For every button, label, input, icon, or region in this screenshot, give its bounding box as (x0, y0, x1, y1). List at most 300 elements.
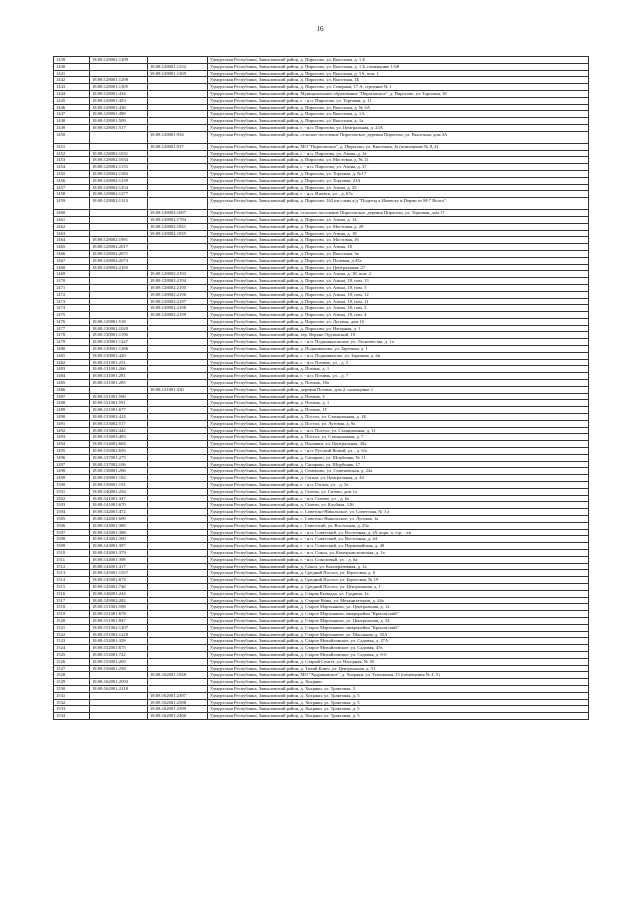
row-number-cell: 1531 (54, 692, 90, 699)
row-number-cell: 1518 (54, 604, 90, 611)
premises-cadastral-number-cell: 18:08:128002:2197 (148, 298, 208, 305)
table-row (54, 380, 589, 387)
address-cell: Удмуртская Республика, Завьяловский район, д. Пирогово, ул. Азина, д. 35 (208, 184, 589, 191)
address-cell: Удмуртская Республика, Завьяловский район, д. Пирогово, ул. Мостовая, д. № 21 (208, 157, 589, 164)
table-row (54, 590, 589, 597)
table-row (54, 638, 589, 645)
address-cell: Удмуртская Республика, Завьяловский район, д. Средний Постол, ул. Береговая, д. 8 (208, 570, 589, 577)
address-cell: Удмуртская Республика, Завьяловский район, д. Хохряки, ул. Трактовая, 5 (208, 685, 589, 692)
premises-cadastral-number-cell: 18:08:162001:2400 (148, 713, 208, 720)
address-cell: Удмуртская Республика, Завьяловский район, г. - н.п. Постол, ул. Станционная, д. 11 (208, 427, 589, 434)
row-number-cell: 1470 (54, 278, 90, 285)
row-number-cell: 1449 (54, 124, 90, 131)
premises-cadastral-number-cell (148, 556, 208, 563)
row-number-cell: 1505 (54, 516, 90, 523)
premises-cadastral-number-cell (148, 665, 208, 672)
row-number-cell: 1501 (54, 488, 90, 495)
land-cadastral-number-cell: 18:08:143001:388 (90, 529, 148, 536)
premises-cadastral-number-cell (148, 393, 208, 400)
premises-cadastral-number-cell (148, 441, 208, 448)
premises-cadastral-number-cell (148, 84, 208, 91)
premises-cadastral-number-cell (148, 631, 208, 638)
premises-cadastral-number-cell (148, 104, 208, 111)
address-cell: Удмуртская Республика, Завьяловский район, г. - н.п. Подшиваловские, ул. Лесничества, д. 1а (208, 339, 589, 346)
row-number-cell: 1453 (54, 157, 90, 164)
row-number-cell: 1441 (54, 70, 90, 77)
land-cadastral-number-cell (90, 298, 148, 305)
premises-cadastral-number-cell (148, 454, 208, 461)
table-row (54, 658, 589, 665)
table-row (54, 264, 589, 271)
premises-cadastral-number-cell (148, 250, 208, 257)
table-row (54, 611, 589, 618)
address-cell: Удмуртская Республика, Завьяловский район, г. - н.п. Соколовый, ул. , д. 6а (208, 556, 589, 563)
premises-cadastral-number-cell (148, 522, 208, 529)
table-row (54, 157, 589, 164)
address-cell: Удмуртская Республика, Завьяловский район, д. Пирогово, ул. Высотная, д. № 4А (208, 104, 589, 111)
premises-cadastral-number-cell (148, 482, 208, 489)
address-cell: Удмуртская Республика, Завьяловский район, МО "Хохряковское", д. Хохряки, ул. Тепличная, 13 (помещения № 4, 5) (208, 672, 589, 679)
address-cell: Удмуртская Республика, Завьяловский район, д. Позимь, 3 (208, 393, 589, 400)
address-cell: Удмуртская Республика, Завьяловский район, г. - н.п. Русский Вожой, ул. , д. 6/а (208, 448, 589, 455)
row-number-cell: 1480 (54, 346, 90, 353)
land-cadastral-number-cell (90, 223, 148, 230)
land-cadastral-number-cell (90, 713, 148, 720)
land-cadastral-number-cell: 18:08:151002:1207 (90, 624, 148, 631)
land-cadastral-number-cell: 18:08:144001:417 (90, 563, 148, 570)
land-cadastral-number-cell: 18:08:131001:677 (90, 407, 148, 414)
row-number-cell: 1534 (54, 713, 90, 720)
premises-cadastral-number-cell (148, 318, 208, 325)
table-row (54, 624, 589, 631)
premises-cadastral-number-cell (148, 407, 208, 414)
row-number-cell: 1474 (54, 305, 90, 312)
premises-cadastral-number-cell (148, 597, 208, 604)
premises-cadastral-number-cell (148, 617, 208, 624)
row-number-cell: 1465 (54, 244, 90, 251)
row-number-cell: 1509 (54, 543, 90, 550)
land-cadastral-number-cell (90, 692, 148, 699)
address-cell: Удмуртская Республика, Завьяловский район, д. Пирогово, ул. Азина, 18, пом. 11 (208, 298, 589, 305)
row-number-cell: 1527 (54, 665, 90, 672)
address-cell: Удмуртская Республика, Завьяловский район, д. Пирогово, ул. Северная, 17 А, строение № 1 (208, 84, 589, 91)
row-number-cell: 1490 (54, 414, 90, 421)
premises-cadastral-number-cell (148, 164, 208, 171)
land-cadastral-number-cell: 18:08:152001:722 (90, 651, 148, 658)
land-cadastral-number-cell (90, 131, 148, 143)
address-cell: Удмуртская Республика, Завьяловский район, д. Пирогово, ул. Высотная, 3в (208, 250, 589, 257)
row-number-cell: 1508 (54, 536, 90, 543)
table-row (54, 97, 589, 104)
premises-cadastral-number-cell (148, 177, 208, 184)
row-number-cell: 1514 (54, 577, 90, 584)
address-cell: Удмуртская Республика, Завьяловский район, г. - н.п. Сизево, ул. , д. 6а (208, 495, 589, 502)
table-row (54, 131, 589, 143)
land-cadastral-number-cell: 18:08:128001:517 (90, 124, 148, 131)
row-number-cell: 1496 (54, 454, 90, 461)
land-cadastral-number-cell: 18:08:128002:2165 (90, 264, 148, 271)
row-number-cell: 1498 (54, 468, 90, 475)
premises-cadastral-number-cell (148, 57, 208, 64)
premises-cadastral-number-cell (148, 346, 208, 353)
row-number-cell: 1475 (54, 312, 90, 319)
land-cadastral-number-cell: 18:08:139001:191 (90, 482, 148, 489)
address-cell: Удмуртская Республика, Завьяловский район, д. Старое Мартьяново, микрорайон "Крылатский" (208, 611, 589, 618)
premises-cadastral-number-cell (148, 638, 208, 645)
premises-cadastral-number-cell (148, 516, 208, 523)
land-cadastral-number-cell (90, 312, 148, 319)
table-row (54, 210, 589, 217)
premises-cadastral-number-cell (148, 536, 208, 543)
address-cell: Удмуртская Республика, Завьяловский район, д. Сизево, ул. Клубная, 126 (208, 502, 589, 509)
address-cell: Удмуртская Республика, Завьяловский район, сельское поселение Пироговское, деревня Пирогово, ул. Высотная, дом 4А (208, 131, 589, 143)
land-cadastral-number-cell: 18:08:133002:424 (90, 414, 148, 421)
address-cell: Удмуртская Республика, Завьяловский район, д. Хохряки (208, 679, 589, 686)
premises-cadastral-number-cell (148, 549, 208, 556)
land-cadastral-number-cell (90, 143, 148, 150)
premises-cadastral-number-cell (148, 339, 208, 346)
table-row (54, 284, 589, 291)
land-cadastral-number-cell: 18:08:128002:1184 (90, 170, 148, 177)
address-cell: Удмуртская Республика, Завьяловский район, д. Позимь, д. 1 (208, 366, 589, 373)
row-number-cell: 1476 (54, 318, 90, 325)
premises-cadastral-number-cell (148, 434, 208, 441)
premises-cadastral-number-cell: 18:08:128002:2194 (148, 278, 208, 285)
table-row (54, 475, 589, 482)
premises-cadastral-number-cell (148, 373, 208, 380)
address-cell: Удмуртская Республика, Завьяловский район, г. - н.п. Советский, ул. Первомайская, д. 40 (208, 543, 589, 550)
premises-cadastral-number-cell (148, 264, 208, 271)
premises-cadastral-number-cell (148, 90, 208, 97)
row-number-cell: 1458 (54, 191, 90, 198)
land-cadastral-number-cell: 18:08:139001:182 (90, 475, 148, 482)
premises-cadastral-number-cell (148, 244, 208, 251)
table-row (54, 393, 589, 400)
row-number-cell: 1504 (54, 509, 90, 516)
land-cadastral-number-cell: 18:08:145001:746 (90, 583, 148, 590)
premises-cadastral-number-cell (148, 420, 208, 427)
table-row (54, 434, 589, 441)
address-cell: Удмуртская Республика, Завьяловский район, д. Пирогово, ул. Центральная, 27 (208, 264, 589, 271)
address-cell: Удмуртская Республика, Завьяловский район, с. Советский, ул. Восточная, д. 25а (208, 522, 589, 529)
row-number-cell: 1492 (54, 427, 90, 434)
table-row (54, 223, 589, 230)
row-number-cell: 1503 (54, 502, 90, 509)
land-cadastral-number-cell: 18:08:131001:590 (90, 393, 148, 400)
land-cadastral-number-cell: 18:08:153001:269 (90, 658, 148, 665)
row-number-cell: 1439 (54, 57, 90, 64)
address-cell: Удмуртская Республика, Завьяловский район, тер. Верхне-Лудзинский, 19 (208, 332, 589, 339)
address-cell: Удмуртская Республика, Завьяловский район, д. Пирогово, ул. Азина, 18 (208, 244, 589, 251)
address-cell: Удмуртская Республика, Завьяловский район, д. Пирогово, ул. Азина, д. 14 (208, 216, 589, 223)
table-row (54, 665, 589, 672)
land-cadastral-number-cell: 18:08:137002:106 (90, 461, 148, 468)
land-cadastral-number-cell: 18:08:130001:1247 (90, 339, 148, 346)
address-cell: Удмуртская Республика, Завьяловский район, Муниципальное образование "Пироговское", д. Пирогово, ул. Торговая, 18 (208, 90, 589, 97)
address-cell: Удмуртская Республика, Завьяловский район, г. - н.п. Пирогово, ул. Центральная, д. 23А (208, 124, 589, 131)
land-cadastral-number-cell: 18:08:133002:442 (90, 427, 148, 434)
table-row (54, 522, 589, 529)
row-number-cell: 1478 (54, 332, 90, 339)
land-cadastral-number-cell: 18:08:130001:1286 (90, 346, 148, 353)
premises-cadastral-number-cell (148, 495, 208, 502)
row-number-cell: 1461 (54, 216, 90, 223)
table-row (54, 488, 589, 495)
row-number-cell: 1472 (54, 291, 90, 298)
address-cell: Удмуртская Республика, Завьяловский район, д. Подшивалово, ул. Заречная, д. 1 (208, 346, 589, 353)
address-cell: Удмуртская Республика, Завьяловский район, д. Пирогово, ул. Азина, д. 18 (208, 230, 589, 237)
land-cadastral-number-cell: 18:08:128002:1277 (90, 191, 148, 198)
address-cell: Удмуртская Республика, Завьяловский район, д. Сепыч, ул. Центральная, д. 44 (208, 475, 589, 482)
premises-cadastral-number-cell (148, 427, 208, 434)
table-row (54, 191, 589, 198)
land-cadastral-number-cell: 18:08:145001:1557 (90, 570, 148, 577)
row-number-cell: 1491 (54, 420, 90, 427)
land-cadastral-number-cell: 18:08:131001:591 (90, 400, 148, 407)
address-cell: Удмуртская Республика, Завьяловский район, д. Постол, ул. Станционная, д. 7 (208, 434, 589, 441)
row-number-cell: 1524 (54, 645, 90, 652)
table-row (54, 104, 589, 111)
row-number-cell: 1447 (54, 111, 90, 118)
land-cadastral-number-cell: 18:08:135002:650 (90, 448, 148, 455)
land-cadastral-number-cell: 18:08:130001:420 (90, 352, 148, 359)
address-cell: Удмуртская Республика, Завьяловский район, г. - н.п. Сокол, ул. Коммунистическая, д. 1а (208, 549, 589, 556)
premises-cadastral-number-cell (148, 332, 208, 339)
table-row (54, 318, 589, 325)
address-cell: Удмуртская Республика, Завьяловский район, д. Пирогово, ул. Мостовая, д. 28 (208, 223, 589, 230)
land-cadastral-number-cell (90, 284, 148, 291)
row-number-cell: 1529 (54, 679, 90, 686)
row-number-cell: 1532 (54, 699, 90, 706)
table-row (54, 509, 589, 516)
table-row (54, 312, 589, 319)
row-number-cell: 1445 (54, 97, 90, 104)
table-row (54, 257, 589, 264)
address-cell: Удмуртская Республика, Завьяловский район, д. Пирогово, ул. Азина, 18, пом. 12 (208, 291, 589, 298)
address-cell: Удмуртская Республика, Завьяловский район, д. Пирогово, ул. Мостовая, 16 (208, 237, 589, 244)
row-number-cell: 1502 (54, 495, 90, 502)
table-row (54, 111, 589, 118)
land-cadastral-number-cell: 18:08:128001:1305 (90, 84, 148, 91)
row-number-cell: 1486 (54, 386, 90, 393)
address-cell: Удмуртская Республика, Завьяловский район, д. Хохряки, ул. Трактовая, д. 5 (208, 699, 589, 706)
premises-cadastral-number-cell: 18:08:128002:1697 (148, 210, 208, 217)
land-cadastral-number-cell: 18:08:146001:244 (90, 590, 148, 597)
table-row (54, 549, 589, 556)
land-cadastral-number-cell: 18:08:128002:2073 (90, 257, 148, 264)
land-cadastral-number-cell: 18:08:142001:472 (90, 509, 148, 516)
premises-cadastral-number-cell: 18:08:128002:1784 (148, 216, 208, 223)
land-cadastral-number-cell: 18:08:133003:483 (90, 434, 148, 441)
address-cell: Удмуртская Республика, Завьяловский район, сельское поселение Пироговское, деревня Пирогово, ул. Торговая, дом 17 (208, 210, 589, 217)
row-number-cell: 1523 (54, 638, 90, 645)
table-row (54, 685, 589, 692)
table-row (54, 706, 589, 713)
premises-cadastral-number-cell (148, 645, 208, 652)
row-number-cell: 1494 (54, 441, 90, 448)
premises-cadastral-number-cell: 18:08:128002:2196 (148, 291, 208, 298)
land-cadastral-number-cell (90, 271, 148, 278)
premises-cadastral-number-cell (148, 475, 208, 482)
premises-cadastral-number-cell (148, 366, 208, 373)
premises-cadastral-number-cell (148, 111, 208, 118)
row-number-cell: 1522 (54, 631, 90, 638)
premises-cadastral-number-cell (148, 150, 208, 157)
table-row (54, 536, 589, 543)
row-number-cell: 1485 (54, 380, 90, 387)
row-number-cell: 1443 (54, 84, 90, 91)
address-cell: Удмуртская Республика, Завьяловский район, г. - н.п. Позимь, ул. , д. 7 (208, 373, 589, 380)
row-number-cell: 1512 (54, 563, 90, 570)
table-row (54, 454, 589, 461)
land-cadastral-number-cell: 18:08:142001:699 (90, 516, 148, 523)
table-row (54, 441, 589, 448)
land-cadastral-number-cell: 18:08:131001:231 (90, 359, 148, 366)
premises-cadastral-number-cell (148, 583, 208, 590)
address-cell: Удмуртская Республика, Завьяловский район, д. Пирогово, ул. Высотная, д. 1а (208, 118, 589, 125)
premises-cadastral-number-cell: 18:08:162001:2399 (148, 706, 208, 713)
row-number-cell: 1506 (54, 522, 90, 529)
premises-cadastral-number-cell: 18:08:128001:937 (148, 143, 208, 150)
row-number-cell: 1479 (54, 339, 90, 346)
premises-cadastral-number-cell (148, 685, 208, 692)
table-row (54, 570, 589, 577)
table-row (54, 346, 589, 353)
land-cadastral-number-cell (90, 70, 148, 77)
address-cell: Удмуртская Республика, Завьяловский район, г. - н.п. Ижевск, ул. , д. 67а (208, 191, 589, 198)
address-cell: Удмуртская Республика, Завьяловский район, д. Старое Мартьяново, ул. Центральная, д. 12 (208, 604, 589, 611)
table-row (54, 597, 589, 604)
row-number-cell: 1483 (54, 366, 90, 373)
address-cell: Удмуртская Республика, Завьяловский район, д. Сапарово, ул. Шорбоняк, 17 (208, 461, 589, 468)
row-number-cell: 1510 (54, 549, 90, 556)
land-cadastral-number-cell: 18:08:140001:254 (90, 488, 148, 495)
table-row (54, 84, 589, 91)
table-row (54, 237, 589, 244)
address-cell: Удмуртская Республика, Завьяловский район, д. Пирогово, ул. Азина, 18, пом. 4 (208, 312, 589, 319)
premises-cadastral-number-cell (148, 414, 208, 421)
table-row (54, 332, 589, 339)
row-number-cell: 1495 (54, 448, 90, 455)
land-cadastral-number-cell: 18:08:128002:1313 (90, 198, 148, 210)
row-number-cell: 1517 (54, 597, 90, 604)
land-cadastral-number-cell: 18:08:151002:1229 (90, 631, 148, 638)
row-number-cell: 1462 (54, 223, 90, 230)
row-number-cell: 1464 (54, 237, 90, 244)
land-cadastral-number-cell: 18:08:156001:258 (90, 665, 148, 672)
table-row (54, 502, 589, 509)
table-row (54, 250, 589, 257)
land-cadastral-number-cell: 18:08:128001:1209 (90, 57, 148, 64)
row-number-cell: 1452 (54, 150, 90, 157)
table-row (54, 631, 589, 638)
address-cell: Удмуртская Республика, Завьяловский район, г. - н.п. Пирогово, ул. Азина, д. 37 (208, 164, 589, 171)
land-cadastral-number-cell: 18:08:128002:1239 (90, 177, 148, 184)
land-cadastral-number-cell: 18:08:131001:266 (90, 366, 148, 373)
address-cell: Удмуртская Республика, Завьяловский район, д. Пирогово, ул. Высотная, д. 1 Б, помещение 1-68 (208, 63, 589, 70)
premises-cadastral-number-cell (148, 529, 208, 536)
premises-cadastral-number-cell (148, 488, 208, 495)
table-row (54, 651, 589, 658)
table-row (54, 177, 589, 184)
table-row (54, 407, 589, 414)
row-number-cell: 1455 (54, 170, 90, 177)
land-cadastral-number-cell: 18:08:141001:670 (90, 502, 148, 509)
land-cadastral-number-cell: 18:08:143001:397 (90, 543, 148, 550)
row-number-cell: 1530 (54, 685, 90, 692)
row-number-cell: 1499 (54, 475, 90, 482)
premises-cadastral-number-cell (148, 157, 208, 164)
table-row (54, 427, 589, 434)
address-cell: Удмуртская Республика, Завьяловский район, д. Постол, ул. Станционная, д. 1Б (208, 414, 589, 421)
address-cell: Удмуртская Республика, Завьяловский район, д. Средний Постол, ул. Береговая, № 19 (208, 577, 589, 584)
premises-cadastral-number-cell (148, 124, 208, 131)
premises-cadastral-number-cell: 18:08:128002:2195 (148, 284, 208, 291)
premises-cadastral-number-cell (148, 77, 208, 84)
address-cell: Удмуртская Республика, Завьяловский район, д. Сизево, ул. Сизево, дом 1а (208, 488, 589, 495)
table-row (54, 230, 589, 237)
address-cell: Удмуртская Республика, Завьяловский район, д. Старое Мартьяново, микрорайон "Крылатский" (208, 624, 589, 631)
land-cadastral-number-cell: 18:08:152001:675 (90, 645, 148, 652)
address-cell: Удмуртская Республика, Завьяловский район, д. Пирогово, ул. Азина, 18, пом. 3 (208, 305, 589, 312)
row-number-cell: 1515 (54, 583, 90, 590)
table-row (54, 482, 589, 489)
table-row (54, 359, 589, 366)
row-number-cell: 1521 (54, 624, 90, 631)
premises-cadastral-number-cell: 18:08:162001:1948 (148, 672, 208, 679)
land-cadastral-number-cell: 18:08:151001:847 (90, 617, 148, 624)
table-row (54, 70, 589, 77)
row-number-cell: 1500 (54, 482, 90, 489)
premises-cadastral-number-cell (148, 97, 208, 104)
premises-cadastral-number-cell (148, 570, 208, 577)
land-cadastral-number-cell (90, 672, 148, 679)
address-cell: Удмуртская Республика, Завьяловский район, д. Пирогово, ул. Торговая, 23А (208, 177, 589, 184)
land-cadastral-number-cell: 18:08:144001:398 (90, 556, 148, 563)
land-cadastral-number-cell: 18:08:128001:499 (90, 111, 148, 118)
premises-cadastral-number-cell (148, 604, 208, 611)
table-row (54, 563, 589, 570)
address-cell: Удмуртская Республика, Завьяловский район, д. Старое Михайловское, ул. Садовая, 47в (208, 645, 589, 652)
address-cell: Удмуртская Республика, Завьяловский район, д. Пирогово, 162 км слева а/д "Подъезд к Ижевску и Перми от М-7 Волга" (208, 198, 589, 210)
table-row (54, 90, 589, 97)
address-cell: Удмуртская Республика, Завьяловский район, д. Пирогово, ул. Полевая, д.45а (208, 257, 589, 264)
address-cell: Удмуртская Республика, Завьяловский район, с. Советско-Никольское, ул. Луговая, 1а (208, 516, 589, 523)
address-cell: Удмуртская Республика, Завьяловский район, д. Позимь, 18а (208, 380, 589, 387)
address-cell: Удмуртская Республика, Завьяловский район, г. - н.п. Советский, ул. Восточная, д. 44 (208, 536, 589, 543)
land-cadastral-number-cell: 18:08:128002:1153 (90, 164, 148, 171)
table-row (54, 63, 589, 70)
address-cell: Удмуртская Республика, Завьяловский район, д. Пирогово, ул. Высотная, 1Б (208, 77, 589, 84)
land-cadastral-number-cell: 18:08:128001:436 (90, 104, 148, 111)
table-row (54, 170, 589, 177)
table-row (54, 244, 589, 251)
table-row (54, 298, 589, 305)
table-row (54, 373, 589, 380)
land-cadastral-number-cell: 18:08:143001:386 (90, 522, 148, 529)
land-cadastral-number-cell: 18:08:128002:1031 (90, 150, 148, 157)
address-cell: Удмуртская Республика, Завьяловский район, д. Пирогово, ул. Торговая, д. №17 (208, 170, 589, 177)
land-cadastral-number-cell: 18:08:128002:2017 (90, 244, 148, 251)
premises-cadastral-number-cell (148, 237, 208, 244)
table-row (54, 216, 589, 223)
premises-cadastral-number-cell (148, 400, 208, 407)
address-cell: Удмуртская Республика, Завьяловский район, д. Старый Сентег, ул. Нагорная, № 30 (208, 658, 589, 665)
premises-cadastral-number-cell: 18:08:128001:1252 (148, 63, 208, 70)
table-row (54, 679, 589, 686)
address-cell: Удмуртская Республика, Завьяловский район, д. Средний Постол, ул. Центральная, д. 1 (208, 583, 589, 590)
premises-cadastral-number-cell (148, 658, 208, 665)
